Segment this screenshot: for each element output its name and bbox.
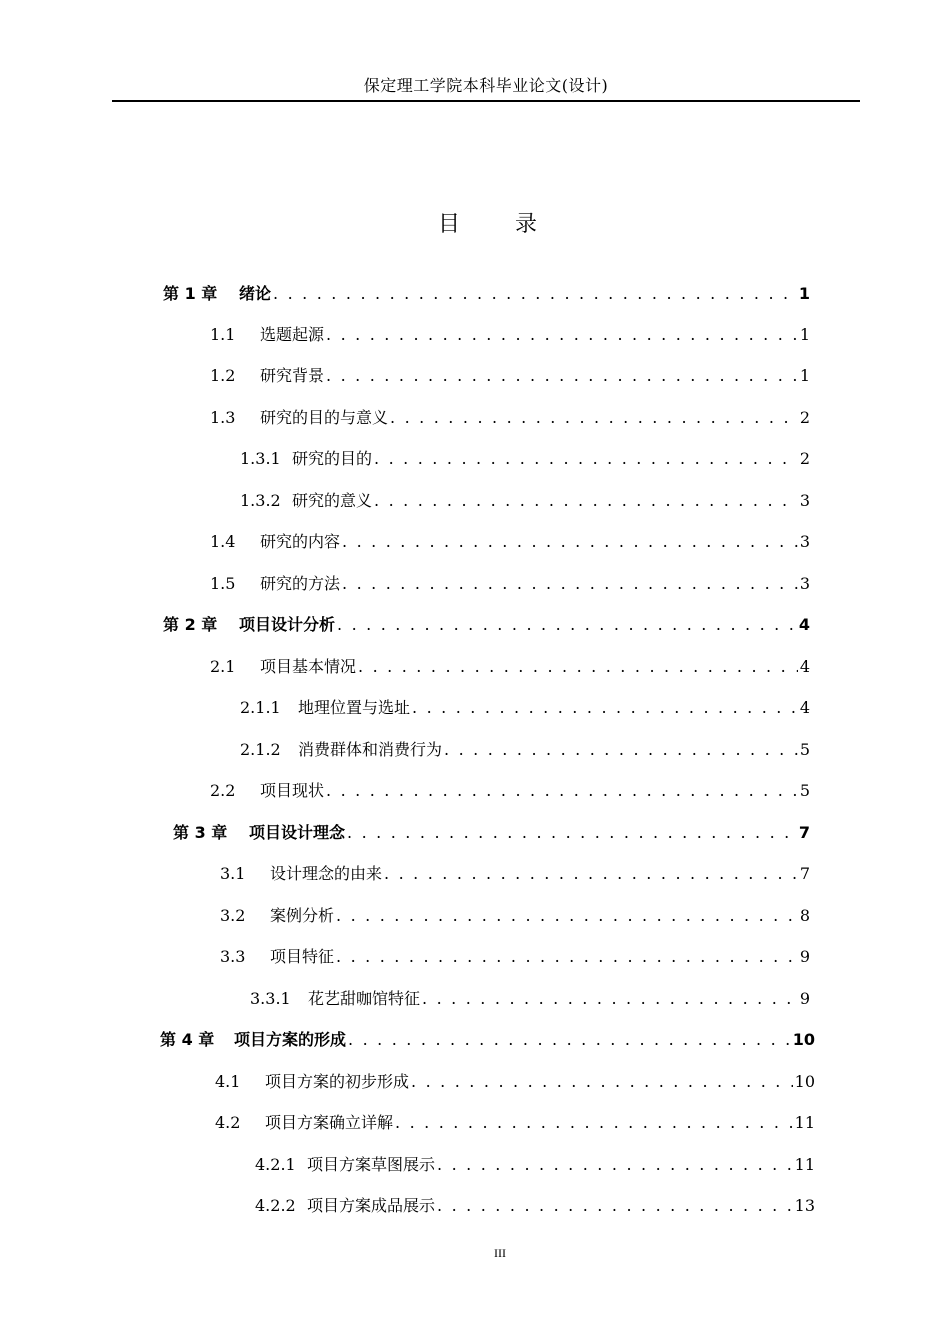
toc-entry-number: 3.2	[220, 906, 246, 925]
toc-dot-leader	[384, 863, 798, 885]
toc-dot-leader	[326, 365, 798, 387]
toc-entry-section-1-1[interactable]	[210, 322, 810, 346]
toc-entry-title: 案例分析	[270, 906, 335, 925]
toc-entry-page: 9	[799, 947, 810, 966]
page-number: III	[494, 1246, 506, 1260]
toc-entry-title: 设计理念的由来	[270, 864, 383, 883]
toc-entry-title: 选题起源	[260, 325, 325, 344]
toc-dot-leader	[374, 448, 798, 470]
toc-entry-section-3-2[interactable]	[220, 903, 810, 927]
toc-entry-number: 第 4 章	[160, 1030, 215, 1049]
toc-entry-number: 2.2	[210, 781, 236, 800]
toc-dot-leader	[337, 614, 797, 636]
toc-dot-leader	[390, 407, 798, 429]
toc-title-char: 目	[437, 212, 460, 237]
toc-entry-page: 13	[794, 1196, 815, 1215]
toc-entry-number: 2.1.1	[240, 698, 281, 717]
toc-dot-leader	[348, 1029, 791, 1051]
toc-entry-number: 1.3.1	[240, 449, 281, 468]
toc-entry-chapter-2[interactable]	[163, 612, 810, 636]
toc-dot-leader	[444, 739, 798, 761]
toc-dot-leader	[336, 946, 798, 968]
toc-dot-leader	[411, 1071, 793, 1093]
toc-dot-leader	[347, 822, 797, 844]
toc-entry-page: 5	[799, 740, 810, 759]
toc-entry-number: 4.1	[215, 1072, 241, 1091]
toc-entry-title: 研究的目的	[292, 449, 373, 468]
toc-entry-title: 项目方案草图展示	[307, 1155, 436, 1174]
toc-entry-subsection-1-3-1[interactable]	[240, 446, 810, 470]
toc-entry-subsection-4-2-2[interactable]	[255, 1193, 815, 1217]
toc-entry-title: 项目方案成品展示	[307, 1196, 436, 1215]
toc-entry-title: 项目设计理念	[249, 823, 346, 842]
toc-entry-page: 4	[799, 698, 810, 717]
toc-entry-title: 项目方案的初步形成	[265, 1072, 410, 1091]
toc-entry-subsection-1-3-2[interactable]	[240, 488, 810, 512]
toc-entry-number: 3.1	[220, 864, 246, 883]
toc-dot-leader	[412, 697, 798, 719]
toc-entry-section-2-2[interactable]	[210, 778, 810, 802]
toc-entry-title: 项目基本情况	[260, 657, 357, 676]
toc-dot-leader	[326, 780, 798, 802]
toc-entry-subsection-2-1-1[interactable]	[240, 695, 810, 719]
toc-entry-title: 消费群体和消费行为	[298, 740, 443, 759]
toc-entry-title: 研究的内容	[260, 532, 341, 551]
toc-entry-subsection-4-2-1[interactable]	[255, 1152, 815, 1176]
toc-entry-chapter-3[interactable]	[173, 820, 810, 844]
toc-entry-number: 4.2.1	[255, 1155, 296, 1174]
toc-entry-page: 4	[798, 615, 810, 634]
toc-entry-section-1-2[interactable]	[210, 363, 810, 387]
toc-entry-subsection-2-1-2[interactable]	[240, 737, 810, 761]
toc-entry-page: 1	[799, 366, 810, 385]
toc-entry-section-1-5[interactable]	[210, 571, 810, 595]
running-header: 保定理工学院本科毕业论文(设计)	[363, 76, 609, 95]
toc-entry-number: 第 2 章	[163, 615, 218, 634]
toc-entry-number: 2.1	[210, 657, 236, 676]
toc-entry-page: 2	[799, 449, 810, 468]
toc-entry-title: 项目方案的形成	[234, 1030, 347, 1049]
toc-entry-title: 项目现状	[260, 781, 325, 800]
toc-entry-number: 1.3.2	[240, 491, 281, 510]
toc-entry-number: 3.3.1	[250, 989, 291, 1008]
toc-entry-page: 11	[794, 1113, 815, 1132]
toc-entry-page: 3	[799, 574, 810, 593]
toc-entry-number: 1.4	[210, 532, 236, 551]
toc-title	[0, 210, 950, 240]
toc-title-char: 录	[515, 212, 538, 237]
toc-entry-title: 研究的方法	[260, 574, 341, 593]
toc-dot-leader	[326, 324, 798, 346]
toc-entry-number: 1.3	[210, 408, 236, 427]
toc-entry-page: 4	[799, 657, 810, 676]
toc-entry-number: 1.5	[210, 574, 236, 593]
toc-entry-page: 7	[798, 823, 810, 842]
toc-entry-number: 1.2	[210, 366, 236, 385]
toc-entry-title: 项目特征	[270, 947, 335, 966]
toc-entry-chapter-4[interactable]	[160, 1027, 815, 1051]
toc-dot-leader	[342, 531, 798, 553]
toc-entry-page: 2	[799, 408, 810, 427]
toc-entry-section-4-2[interactable]	[215, 1110, 815, 1134]
toc-dot-leader	[336, 905, 798, 927]
toc-entry-section-3-3[interactable]	[220, 944, 810, 968]
toc-dot-leader	[437, 1195, 793, 1217]
toc-entry-page: 1	[799, 325, 810, 344]
toc-dot-leader	[437, 1154, 793, 1176]
toc-entry-page: 11	[794, 1155, 815, 1174]
toc-dot-leader	[358, 656, 798, 678]
toc-entry-title: 项目方案确立详解	[265, 1113, 394, 1132]
toc-entry-title: 花艺甜咖馆特征	[308, 989, 421, 1008]
toc-entry-number: 2.1.2	[240, 740, 281, 759]
toc-entry-title: 地理位置与选址	[298, 698, 411, 717]
toc-entry-number: 4.2.2	[255, 1196, 296, 1215]
toc-entry-page: 3	[799, 491, 810, 510]
toc-entry-section-3-1[interactable]	[220, 861, 810, 885]
toc-entry-page: 8	[799, 906, 810, 925]
toc-entry-page: 10	[792, 1030, 815, 1049]
toc-entry-page: 5	[799, 781, 810, 800]
toc-entry-section-1-4[interactable]	[210, 529, 810, 553]
toc-dot-leader	[395, 1112, 793, 1134]
toc-entry-number: 1.1	[210, 325, 236, 344]
toc-entry-title: 研究背景	[260, 366, 325, 385]
toc-entry-title: 研究的意义	[292, 491, 373, 510]
toc-entry-page: 10	[794, 1072, 815, 1091]
toc-entry-page: 9	[799, 989, 810, 1008]
toc-dot-leader	[374, 490, 798, 512]
toc-entry-number: 3.3	[220, 947, 246, 966]
toc-entry-title: 项目设计分析	[239, 615, 336, 634]
toc-entry-number: 第 1 章	[163, 284, 218, 303]
toc-entry-number: 第 3 章	[173, 823, 228, 842]
toc-entry-section-2-1[interactable]	[210, 654, 810, 678]
toc-dot-leader	[273, 283, 797, 305]
toc-entry-title: 绪论	[239, 284, 272, 303]
toc-entry-chapter-1[interactable]	[163, 281, 810, 305]
toc-entry-section-1-3[interactable]	[210, 405, 810, 429]
toc-entry-subsection-3-3-1[interactable]	[250, 986, 810, 1010]
toc-entry-title: 研究的目的与意义	[260, 408, 389, 427]
toc-entry-page: 3	[799, 532, 810, 551]
toc-dot-leader	[422, 988, 798, 1010]
toc-entry-page: 1	[798, 284, 810, 303]
toc-dot-leader	[342, 573, 798, 595]
toc-entry-section-4-1[interactable]	[215, 1069, 815, 1093]
toc-entry-number: 4.2	[215, 1113, 241, 1132]
toc-entry-page: 7	[799, 864, 810, 883]
header-rule	[112, 100, 860, 102]
